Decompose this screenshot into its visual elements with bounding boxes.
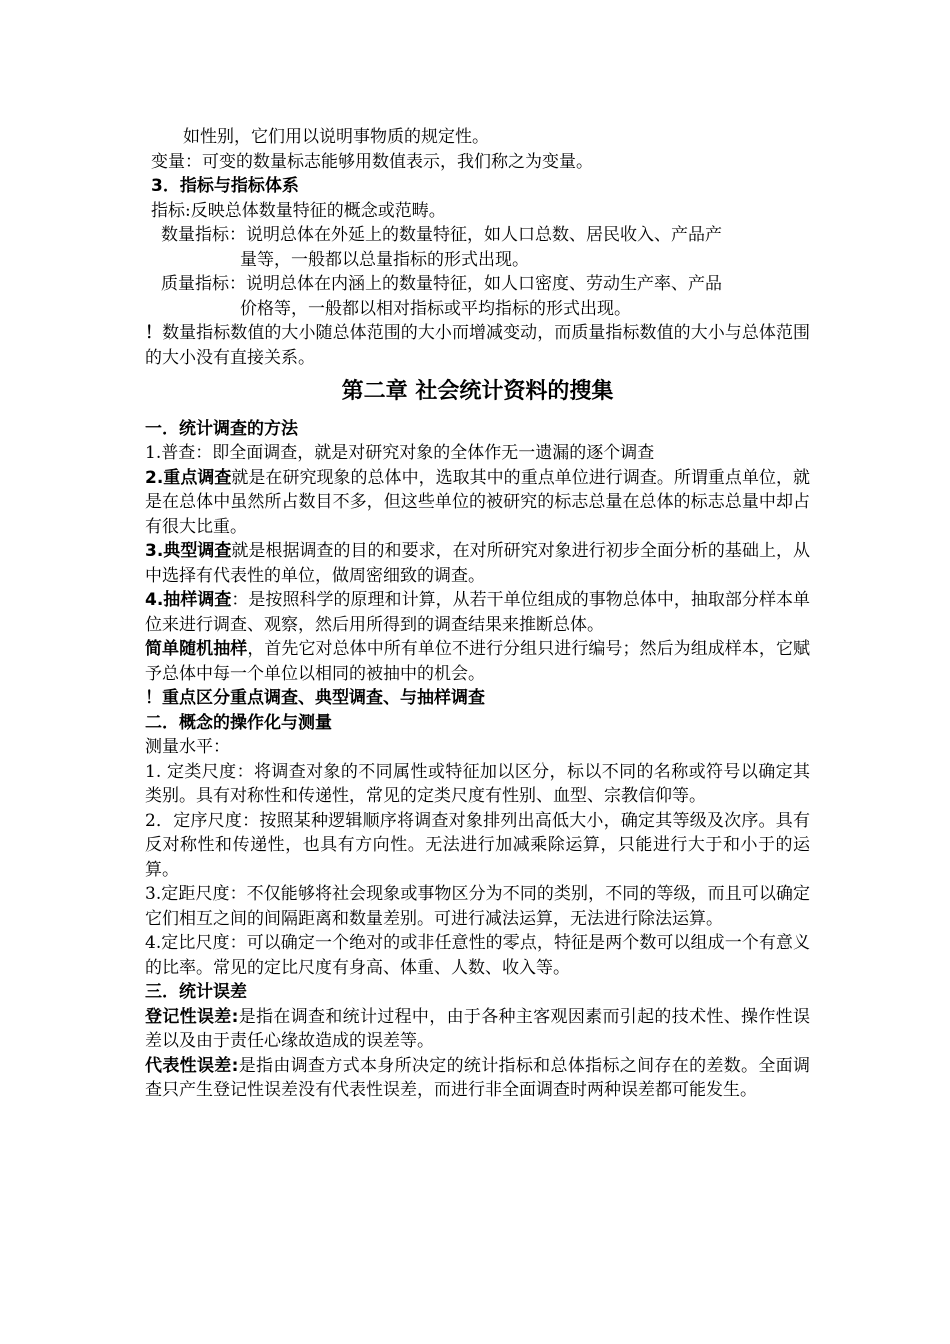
term: 代表性误差: (145, 1055, 239, 1076)
term: 简单随机抽样 (145, 639, 248, 659)
paragraph (145, 539, 810, 588)
paragraph (145, 588, 810, 637)
paragraph: 1.普查：即全面调查，就是对研究对象的全体作无一遗漏的逐个调查 (145, 443, 655, 463)
text-line: 测量水平： (145, 737, 230, 757)
chapter-title: 第二章 社会统计资料的搜集 (341, 379, 614, 404)
section-heading: 二．概念的操作化与测量 (145, 712, 332, 733)
text-line: 如性别，它们用以说明事物质的规定性。 (183, 127, 489, 147)
definition: ，首先它对总体中所有单位不进行分组只进行编号；然后为组成样本，它赋予总体中每一个单位以相同的被抽中的机会。 (145, 639, 811, 684)
definition: ：是按照科学的原理和计算，从若干单位组成的事物总体中，抽取部分样本单位来进行调查、观察，然后用所得到的调查结果来推断总体。 (145, 590, 810, 635)
note-paragraph (145, 321, 810, 370)
definition: 是指在调查和统计过程中，由于各种主客观因素而引起的技术性、操作性误差以及由于责任心缘故造成的误差等。 (145, 1006, 810, 1051)
note-mark: ！ (145, 323, 163, 343)
paragraph (145, 466, 810, 540)
text-line: 指标:反映总体数量特征的概念或范畴。 (151, 200, 446, 221)
paragraph (145, 1054, 810, 1103)
paragraph (145, 1005, 810, 1054)
text-line: 量等，一般都以总量指标的形式出现。 (240, 249, 529, 270)
paragraph (145, 637, 810, 686)
note-text: 数量指标数值的大小随总体范围的大小而增减变动，而质量指标数值的大小与总体范围的大小没有直接关系。 (145, 323, 811, 368)
paragraph: 3.定距尺度：不仅能够将社会现象或事物区分为不同的类别，不同的等级，而且可以确定它们相互之间的间隔距离和数量差别。可进行减法运算，无法进行除法运算。 (145, 884, 810, 929)
definition: 就是根据调查的目的和要求，在对所研究对象进行初步全面分析的基础上，从中选择有代表性的单位，做周密细致的调查。 (145, 541, 810, 586)
text-line: 数量指标：说明总体在外延上的数量特征，如人口总数、居民收入、产品产 (161, 225, 722, 245)
paragraph: 2．定序尺度：按照某种逻辑顺序将调查对象排列出高低大小，确定其等级及次序。具有反对称性和传递性，也具有方向性。无法进行加减乘除运算，只能进行大于和小于的运算。 (145, 810, 810, 880)
term: 登记性误差: (145, 1006, 239, 1027)
term: 2.重点调查 (145, 467, 232, 488)
term: 3.典型调查 (145, 541, 232, 561)
document-body (145, 125, 810, 1103)
text-line: 价格等，一般都以相对指标或平均指标的形式出现。 (240, 298, 631, 319)
text-line: 变量：可变的数量标志能够用数值表示，我们称之为变量。 (151, 151, 593, 172)
paragraph: 1. 定类尺度：将调查对象的不同属性或特征加以区分，标以不同的名称或符号以确定其类别。具有对称性和传递性，常见的定类尺度有性别、血型、宗教信仰等。 (145, 761, 810, 806)
section-heading: 三．统计误差 (145, 982, 247, 1002)
definition: 就是在研究现象的总体中，选取其中的重点单位进行调查。所谓重点单位，就是在总体中虽然所占数目不多，但这些单位的被研究的标志总量在总体的标志总量中却占有很大比重。 (145, 467, 810, 537)
definition: 是指由调查方式本身所决定的统计指标和总体指标之间存在的差数。全面调查只产生登记性误差没有代表性误差，而进行非全面调查时两种误差都可能发生。 (145, 1055, 810, 1100)
text-line: 质量指标：说明总体在内涵上的数量特征，如人口密度、劳动生产率、产品 (161, 274, 722, 294)
section-heading: 3．指标与指标体系 (151, 176, 299, 196)
note-heading: ！重点区分重点调查、典型调查、与抽样调查 (145, 688, 485, 708)
paragraph: 4.定比尺度：可以确定一个绝对的或非任意性的零点，特征是两个数可以组成一个有意义的比率。常见的定比尺度有身高、体重、人数、收入等。 (145, 933, 810, 978)
term: 4.抽样调查 (145, 590, 232, 610)
section-heading: 一．统计调查的方法 (145, 418, 298, 439)
